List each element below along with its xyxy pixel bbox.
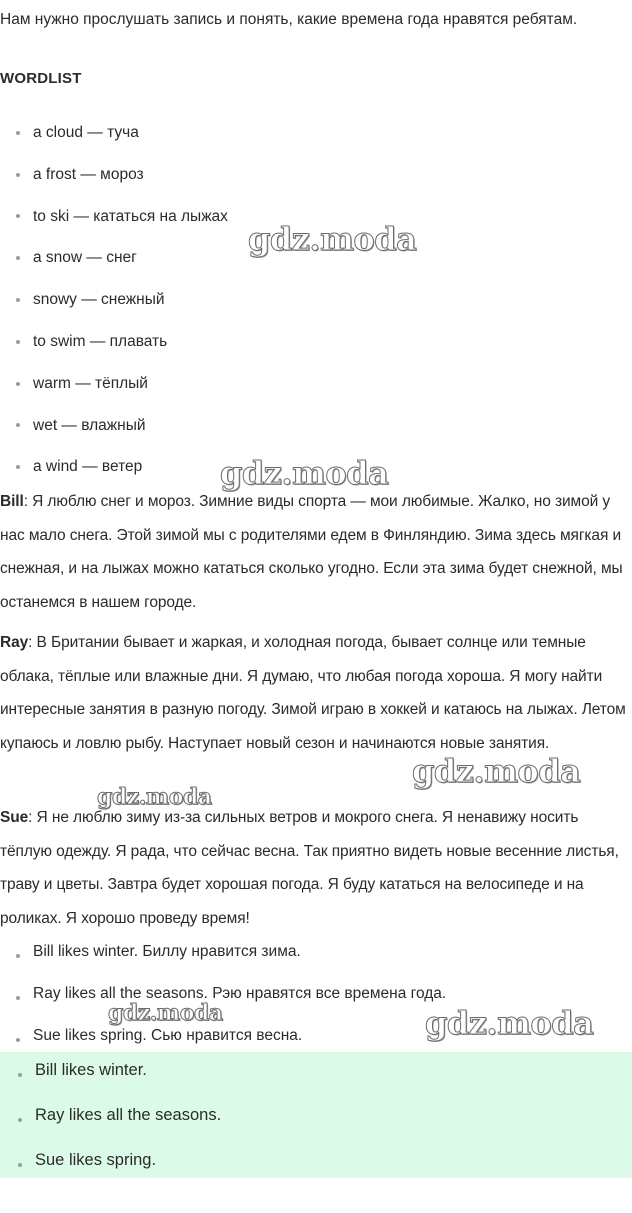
wordlist-item: snowy — снежный [0,279,228,321]
watermark: gdz.moda [108,1000,223,1026]
speaker-name: Ray [0,634,29,651]
speaker-name: Bill [0,493,24,510]
wordlist-item: a cloud — туча [0,112,228,154]
wordlist-item: to ski — кататься на лыжах [0,196,228,238]
wordlist-item: a frost — мороз [0,154,228,196]
watermark: gdz.moda [97,784,212,810]
paragraph-sue [0,801,632,935]
wordlist-item: wet — влажный [0,405,228,447]
wordlist-heading: WORDLIST [0,70,82,87]
speaker-name: Sue [0,809,29,826]
intro-text: Нам нужно прослушать запись и понять, какие времена года нравятся ребятам. [0,11,578,28]
final-answer-item: Bill likes winter. [0,1052,632,1097]
wordlist-item: to swim — плавать [0,321,228,363]
paragraph-bill [0,485,632,619]
final-answer-item: Ray likes all the seasons. [0,1097,632,1142]
watermark: gdz.moda [248,220,417,258]
wordlist [0,112,228,488]
final-answer-item: Sue likes spring. [0,1142,632,1187]
final-answer-block [0,1052,632,1178]
paragraph-ray [0,626,632,760]
wordlist-item: warm — тёплый [0,363,228,405]
paragraph-text: : Я люблю снег и мороз. Зимние виды спорта — мои любимые. Жалко, но зимой у нас мало снега. Этой зимой мы с родителями едем в Финляндию. Зима здесь мягкая и снежная, и на лыжах можно кататься сколько угодно. Если эта зима будет снежной, мы останемся в нашем городе. [0,493,623,611]
answer-item: Sue likes spring. Сью нравится весна. [0,1019,446,1061]
paragraph-text: : В Британии бывает и жаркая, и холодная погода, бывает солнце или темные облака, тёплые или влажные дни. Я думаю, что любая погода хороша. Я могу найти интересные занятия в разную погоду. Зимой играю в хоккей и катаюсь на лыжах. Летом купаюсь и ловлю рыбу. Наступает новый сезон и начинаются новые занятия. [0,634,626,752]
watermark: gdz.moda [425,1004,594,1042]
wordlist-item: a snow — снег [0,237,228,279]
watermark: gdz.moda [412,752,581,790]
answer-item: Ray likes all the seasons. Рэю нравятся все времена года. [0,977,446,1019]
wordlist-item: a wind — ветер [0,446,228,488]
paragraph-text: : Я не люблю зиму из-за сильных ветров и мокрого снега. Я ненавижу носить тёплую одежду. Я рада, что сейчас весна. Так приятно видеть новые весенние листья, траву и цветы. Завтра будет хорошая погода. Я буду кататься на велосипеде и на роликах. Я хорошо проведу время! [0,809,619,927]
answer-list [0,935,446,1061]
watermark: gdz.moda [220,454,389,492]
answer-item: Bill likes winter. Биллу нравится зима. [0,935,446,977]
